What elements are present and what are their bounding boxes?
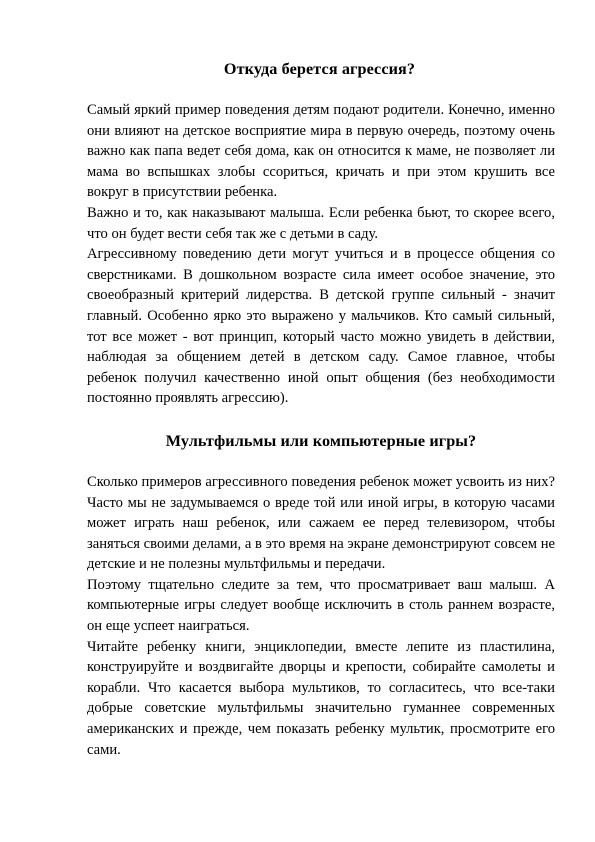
section-aggression-origin (87, 100, 555, 409)
paragraph: Агрессивному поведению дети могут учиться и в процессе общения со сверстниками. В дошкольном возрасте сила имеет особое значение, это своеобразный критерий лидерства. В детской группе сильный - значит главный. Особенно ярко это выражено у мальчиков. Кто самый сильный, тот все может - вот принцип, который часто можно увидеть в действии, наблюдая за общением детей в детском саду. Самое главное, чтобы ребенок получил качественно иной опыт общения (без необходимости постоянно проявлять агрессию). (87, 246, 555, 407)
paragraph: Самый яркий пример поведения детям подают родители. Конечно, именно они влияют на детское восприятие мира в первую очередь, поэтому очень важно как папа ведет себя дома, как он относится к маме, не позволяет ли мама во вспышках злобы ссориться, кричать и при этом крушить все вокруг в присутствии ребенка. (87, 102, 555, 201)
section-heading-cartoons-games: Мультфильмы или компьютерные игры? (165, 431, 477, 450)
paragraph: Поэтому тщательно следите за тем, что просматривает ваш малыш. А компьютерные игры следует вообще исключить в столь раннем возрасте, он еще успеет наиграться. (87, 576, 555, 635)
paragraph: Важно и то, как наказывают малыша. Если ребенка бьют, то скорее всего, что он будет вести себя так же с детьми в саду. (87, 204, 555, 242)
paragraph: Читайте ребенку книги, энциклопедии, вместе лепите из пластилина, конструируйте и воздвигайте дворцы и крепости, собирайте самолеты и корабли. Что касается выбора мультиков, то согласитесь, что все-таки добрые советские мультфильмы значительно гуманнее современных американских и прежде, чем показать ребенку мультик, просмотрите его сами. (87, 638, 555, 758)
paragraph: Сколько примеров агрессивного поведения ребенок может усвоить из них? Часто мы не задумываемся о вреде той или иной игры, в которую часами может играть наш ребенок, или сажаем ее перед телевизором, чтобы заняться своими делами, а в это время на экране демонстрируют совсем не детские и не полезны мультфильмы и передачи. (87, 473, 555, 573)
document-body (87, 58, 555, 760)
section-heading-aggression-origin: Откуда берется агрессия? (223, 60, 416, 78)
section-cartoons-games (87, 472, 555, 760)
